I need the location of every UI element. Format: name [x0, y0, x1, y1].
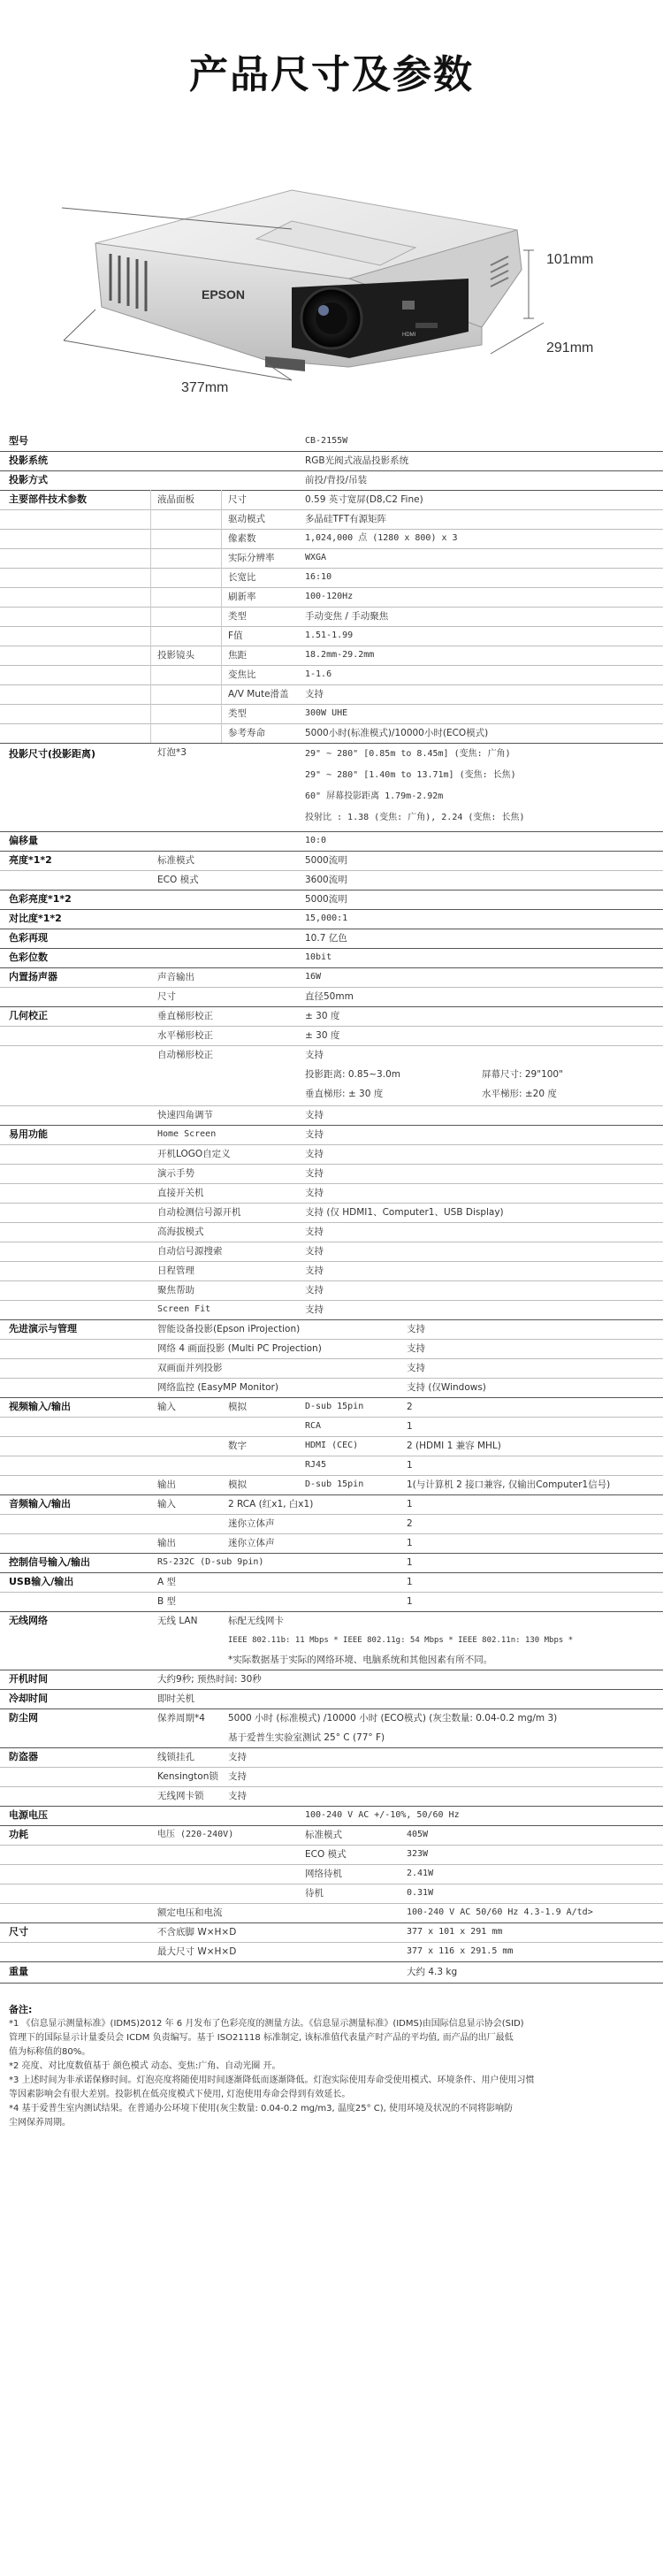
spec-value: 377 x 116 x 291.5 mm [407, 1946, 514, 1956]
spec-row [0, 568, 663, 588]
spec-value: 2.41W [407, 1869, 434, 1878]
spec-key: 像素数 [228, 533, 256, 544]
spec-row [0, 1397, 663, 1418]
spec-row-offset [0, 831, 663, 852]
spec-subcategory: 无线 LAN [157, 1616, 198, 1626]
spec-value: 1.51-1.99 [305, 631, 354, 640]
spec-value: 1(与计算机 2 接口兼容, 仅输出Computer1信号) [407, 1479, 611, 1490]
spec-row [0, 684, 663, 705]
spec-category: USB输入/输出 [9, 1576, 74, 1587]
spec-row-brightness [0, 851, 663, 871]
spec-key: 声音输出 [157, 972, 194, 982]
spec-value: 投射比 : 1.38 (变焦: 广角), 2.24 (变焦: 长焦) [305, 813, 525, 822]
spec-key: 水平梯形校正 [157, 1030, 213, 1041]
spec-value: 1 [407, 1499, 413, 1510]
spec-value: 标配无线网卡 [228, 1616, 284, 1626]
spec-row-weight [0, 1961, 663, 1984]
spec-value: 屏幕尺寸: 29"100" [482, 1069, 563, 1080]
spec-row [0, 1164, 663, 1184]
spec-row-auto-keystone [0, 1045, 663, 1106]
spec-row-projection-system [0, 451, 663, 471]
spec-row [0, 1105, 663, 1126]
spec-row-startup [0, 1670, 663, 1690]
spec-row [0, 704, 663, 724]
spec-value: 水平梯形: ±20 度 [482, 1089, 557, 1099]
spec-key: 不含底脚 W×H×D [157, 1927, 237, 1938]
spec-category: 先进演示与管理 [9, 1323, 77, 1334]
spec-subcategory: 电压 (220-240V) [157, 1830, 234, 1839]
spec-row-power [0, 1806, 663, 1826]
spec-value: 1 [407, 1460, 413, 1471]
spec-value: 支持 [305, 1265, 324, 1276]
spec-row-throw [0, 743, 663, 832]
spec-key: 保养周期*4 [157, 1713, 205, 1724]
spec-row [0, 490, 663, 510]
spec-key: 网络监控 (EasyMP Monitor) [157, 1382, 278, 1393]
spec-value: 29" ~ 280" [0.85m to 8.45m] (变焦: 广角) [305, 749, 511, 759]
spec-key: ECO 模式 [305, 1849, 347, 1860]
spec-key: 长宽比 [228, 572, 256, 583]
spec-subcategory: 模拟 [228, 1479, 247, 1490]
spec-row [0, 1358, 663, 1379]
spec-row [0, 987, 663, 1007]
spec-subcategory: 输入 [157, 1499, 176, 1510]
note-3: *3 上述时间为非承诺保修时间。灯泡亮度将随使用时间逐渐降低而逐渐降低。灯泡实际使用寿命受使用模式、环境条件、用户使用习惯 [9, 2075, 535, 2085]
spec-row [0, 1378, 663, 1398]
spec-row [0, 607, 663, 627]
note-4b: 尘网保养周期。 [9, 2118, 71, 2128]
spec-value: 直径50mm [305, 991, 354, 1002]
spec-category: 投影尺寸(投影距离) [9, 748, 96, 760]
note-1b: 管理下的国际显示计量委员会 ICDM 负责编写。基于 ISO21118 标准制定, 该标准值代表量产时产品的平均值, 而产品的出厂最低 [9, 2033, 514, 2043]
spec-row [0, 665, 663, 685]
spec-category: 偏移量 [9, 835, 38, 846]
spec-key: 垂直梯形校正 [157, 1011, 213, 1021]
spec-key: 直接开关机 [157, 1188, 204, 1198]
spec-value: ± 30 度 [305, 1030, 340, 1041]
spec-category: 视频输入/输出 [9, 1401, 72, 1412]
spec-category: 投影方式 [9, 474, 48, 485]
spec-key: Screen Fit [157, 1304, 211, 1314]
spec-row-projection-mode [0, 470, 663, 491]
spec-category: 几何校正 [9, 1010, 48, 1021]
spec-value: 支持 [228, 1752, 247, 1762]
spec-row [0, 1280, 663, 1301]
spec-row [0, 1884, 663, 1904]
spec-value: 基于爱普生实验室测试 25° C (77° F) [228, 1732, 385, 1743]
spec-category: 冷却时间 [9, 1693, 48, 1704]
spec-subcategory: 模拟 [228, 1402, 247, 1412]
spec-value: 16W [305, 972, 322, 982]
spec-value: 100-120Hz [305, 592, 354, 601]
spec-row [0, 1494, 663, 1515]
spec-category: 电源电压 [9, 1809, 48, 1821]
spec-value: 支持 [305, 1149, 324, 1159]
spec-category: 重量 [9, 1966, 28, 1977]
spec-key: 类型 [228, 708, 247, 719]
spec-key: 最大尺寸 W×H×D [157, 1946, 237, 1957]
spec-row-wireless [0, 1611, 663, 1670]
spec-key: 额定电压和电流 [157, 1907, 223, 1918]
spec-value: RGB光阀式液晶投影系统 [305, 455, 409, 466]
spec-category: 尺寸 [9, 1926, 28, 1938]
spec-key: 迷你立体声 [228, 1538, 275, 1548]
note-2: *2 亮度、对比度数值基于 颜色模式 动态、变焦:广角、自动光圈 开。 [9, 2061, 281, 2071]
page-title: 产品尺寸及参数 [189, 52, 474, 97]
spec-value: 支持 [305, 1304, 324, 1315]
spec-value: 大约 4.3 kg [407, 1967, 458, 1977]
spec-value: ± 30 度 [305, 1011, 340, 1021]
spec-row-control [0, 1553, 663, 1573]
spec-value: 100-240 V AC 50/60 Hz 4.3-1.9 A/td> [407, 1907, 593, 1917]
spec-value: 5000小时(标准模式)/10000小时(ECO模式) [305, 728, 489, 738]
spec-value: 支持 [305, 689, 324, 699]
spec-value: 300W UHE [305, 708, 348, 718]
spec-key: RCA [305, 1421, 322, 1431]
spec-value: 支持 (仅Windows) [407, 1382, 486, 1393]
spec-category: 对比度*1*2 [9, 913, 62, 924]
spec-row [0, 1514, 663, 1534]
spec-row-geometry [0, 1006, 663, 1027]
spec-category: 音频输入/输出 [9, 1498, 72, 1510]
spec-value: 1-1.6 [305, 669, 332, 679]
spec-value: 10:0 [305, 836, 327, 845]
spec-key: 智能设备投影(Epson iProjection) [157, 1324, 301, 1334]
spec-row [0, 1300, 663, 1320]
spec-key: 驱动模式 [228, 514, 265, 524]
width-label: 377mm [181, 380, 229, 395]
spec-row [0, 1026, 663, 1046]
product-hero [0, 155, 663, 420]
spec-value: 377 x 101 x 291 mm [407, 1927, 503, 1937]
spec-row [0, 1339, 663, 1359]
spec-value: 垂直梯形: ± 30 度 [305, 1089, 384, 1099]
spec-value: 2 [407, 1518, 413, 1529]
spec-row [0, 1436, 663, 1456]
spec-value: 60" 屏幕投影距离 1.79m-2.92m [305, 791, 444, 801]
spec-row [0, 646, 663, 666]
spec-value: IEEE 802.11b: 11 Mbps * IEEE 802.11g: 54 Mbps * IEEE 802.11n: 130 Mbps * [228, 1636, 574, 1645]
spec-key: D-sub 15pin [305, 1402, 364, 1411]
spec-row [0, 1417, 663, 1437]
spec-category: 防尘网 [9, 1712, 38, 1724]
spec-key: Kensington锁 [157, 1771, 218, 1782]
spec-category: 易用功能 [9, 1128, 48, 1140]
spec-value: 支持 [305, 1188, 324, 1198]
spec-category: 无线网络 [9, 1615, 48, 1626]
hdmi-logo: HDMI [402, 333, 416, 338]
spec-subcategory: 灯泡*3 [157, 747, 187, 758]
depth-dim-line [491, 323, 544, 354]
brand-logo: EPSON [202, 287, 246, 302]
spec-key: RJ45 [305, 1460, 327, 1470]
spec-value: 5000 小时 (标准模式) /10000 小时 (ECO模式) (灰尘数量: 0.04-0.2 mg/m 3) [228, 1713, 558, 1724]
spec-row [0, 1222, 663, 1242]
spec-value: 1,024,000 点 (1280 x 800) x 3 [305, 533, 458, 543]
spec-key: 日程管理 [157, 1265, 194, 1276]
spec-value: 支持 [228, 1771, 247, 1782]
spec-value: *实际数据基于实际的网络环境、电脑系统和其他因素有所不同。 [228, 1655, 493, 1665]
spec-row [0, 870, 663, 891]
spec-key: 焦距 [228, 650, 247, 661]
spec-category: 色彩再现 [9, 932, 48, 944]
spec-value: 1 [407, 1538, 413, 1548]
spec-row [0, 548, 663, 569]
spec-value: 3600流明 [305, 875, 347, 885]
spec-row [0, 1125, 663, 1145]
spec-value: 支持 [305, 1227, 324, 1237]
spec-row [0, 1922, 663, 1943]
spec-value: 2 [407, 1402, 413, 1412]
spec-key: 迷你立体声 [228, 1518, 275, 1529]
spec-category: 主要部件技术参数 [9, 493, 87, 505]
spec-row [0, 1747, 663, 1768]
spec-key: 高海拔模式 [157, 1227, 204, 1237]
spec-row [0, 1825, 663, 1846]
spec-value: 1 [407, 1421, 413, 1432]
spec-value: 投影距离: 0.85~3.0m [305, 1069, 400, 1080]
spec-subcategory: 投影镜头 [157, 650, 194, 661]
spec-value: 18.2mm-29.2mm [305, 650, 375, 660]
spec-row [0, 529, 663, 549]
spec-row-color-repro [0, 929, 663, 949]
spec-row [0, 509, 663, 530]
spec-value: CB-2155W [305, 436, 348, 446]
spec-key: 开机LOGO自定义 [157, 1149, 231, 1159]
spec-key: 尺寸 [228, 494, 247, 505]
spec-row [0, 1845, 663, 1865]
spec-value: 支持 [407, 1343, 425, 1354]
spec-subcategory: 输出 [157, 1479, 176, 1490]
spec-category: 控制信号输入/输出 [9, 1556, 91, 1568]
spec-category: 内置扬声器 [9, 971, 57, 982]
spec-value: WXGA [305, 553, 327, 562]
spec-key: 网络待机 [305, 1869, 342, 1879]
spec-value: 2 (HDMI 1 兼容 MHL) [407, 1441, 501, 1451]
spec-key: 刷新率 [228, 592, 256, 602]
spec-value: 10.7 亿色 [305, 933, 347, 944]
spec-value: 323W [407, 1849, 429, 1859]
spec-value: 100-240 V AC +/-10%, 50/60 Hz [305, 1810, 460, 1820]
spec-row [0, 1767, 663, 1787]
spec-value: 0.31W [407, 1888, 434, 1898]
spec-key: 网络 4 画面投影 (Multi PC Projection) [157, 1343, 322, 1354]
spec-value: 多晶硅TFT有源矩阵 [305, 514, 387, 524]
spec-row-model [0, 432, 663, 452]
spec-value: 5000流明 [305, 855, 347, 866]
spec-value: 支持 [305, 1129, 324, 1140]
spec-key: ECO 模式 [157, 875, 199, 885]
spec-key: 实际分辨率 [228, 553, 275, 563]
spec-row-dust [0, 1708, 663, 1748]
spec-row [0, 1903, 663, 1923]
spec-value: 支持 [228, 1791, 247, 1801]
spec-value: 支持 [407, 1324, 425, 1334]
projector-illustration [0, 155, 663, 420]
spec-key: 2 RCA (红x1, 白x1) [228, 1499, 314, 1510]
spec-category: 开机时间 [9, 1673, 48, 1685]
spec-value: 支持 [305, 1050, 324, 1060]
spec-row-color-brightness [0, 890, 663, 910]
spec-category: 防盗器 [9, 1751, 38, 1762]
spec-key: 类型 [228, 611, 247, 622]
spec-subcategory: 输入 [157, 1402, 176, 1412]
height-label: 101mm [546, 252, 594, 267]
spec-key: 变焦比 [228, 669, 256, 680]
spec-value: 即时关机 [157, 1693, 194, 1704]
spec-row [0, 1572, 663, 1593]
spec-key: 自动检测信号源开机 [157, 1207, 241, 1218]
spec-value: 支持 [305, 1110, 324, 1120]
spec-row [0, 1456, 663, 1476]
spec-value: 5000流明 [305, 894, 347, 905]
footnotes [9, 2003, 654, 2130]
spec-row [0, 1242, 663, 1262]
spec-key: F值 [228, 631, 243, 641]
spec-key: A/V Mute滑盖 [228, 689, 289, 699]
spec-subcategory: 液晶面板 [157, 494, 194, 505]
note-3b: 等因素影响会有很大差别。投影机在低亮度模式下使用, 灯泡使用寿命会得到有效延长。 [9, 2090, 351, 2099]
spec-key: 尺寸 [157, 991, 176, 1002]
spec-row [0, 1864, 663, 1884]
spec-row [0, 1592, 663, 1612]
spec-row [0, 1786, 663, 1807]
note-1: *1 《信息显示测量标准》(IDMS)2012 年 6 月发布了色彩亮度的测量方法。《信息显示测量标准》(IDMS)由国际信息显示协会(SID) [9, 2019, 524, 2029]
spec-key: 无线网卡锁 [157, 1791, 204, 1801]
spec-category: 色彩亮度*1*2 [9, 893, 72, 905]
spec-key: 待机 [305, 1888, 324, 1899]
spec-row [0, 1261, 663, 1281]
spec-value: 支持 [305, 1168, 324, 1179]
spec-row [0, 1942, 663, 1962]
spec-category: 投影系统 [9, 455, 48, 466]
spec-value: 支持 [305, 1285, 324, 1296]
spec-key: B 型 [157, 1596, 177, 1607]
note-4: *4 基于爱普生室内测试结果。在普通办公环境下使用(灰尘数量: 0.04-0.2 mg/m3, 温度25° C), 使用环境及状况的不同将影响防 [9, 2104, 514, 2114]
spec-key: D-sub 15pin [305, 1479, 364, 1489]
spec-value: 29" ~ 280" [1.40m to 13.71m] (变焦: 长焦) [305, 770, 516, 780]
spec-value: 405W [407, 1830, 429, 1839]
spec-key: 双画面并列投影 [157, 1363, 223, 1373]
spec-key: 标准模式 [157, 855, 194, 866]
spec-row-speaker [0, 967, 663, 988]
spec-key: 快速四角调节 [157, 1110, 213, 1120]
spec-row [0, 626, 663, 646]
spec-key: A 型 [157, 1577, 177, 1587]
spec-key: 标准模式 [305, 1830, 342, 1840]
spec-row-color-depth [0, 948, 663, 968]
spec-row [0, 1203, 663, 1223]
spec-category: 型号 [9, 435, 28, 447]
spec-row [0, 1475, 663, 1495]
spec-subcategory: 输出 [157, 1538, 176, 1548]
spec-value: 16:10 [305, 572, 332, 582]
spec-subcategory: 数字 [228, 1441, 247, 1451]
spec-row [0, 1144, 663, 1165]
spec-key: 线锁挂孔 [157, 1752, 194, 1762]
spec-category: 亮度*1*2 [9, 854, 52, 866]
spec-key: 演示手势 [157, 1168, 194, 1179]
spec-value: 支持 [407, 1363, 425, 1373]
spec-value: 支持 (仅 HDMI1、Computer1、USB Display) [305, 1207, 504, 1218]
spec-row-contrast [0, 909, 663, 929]
spec-row [0, 587, 663, 608]
depth-label: 291mm [546, 340, 594, 355]
spec-key: 自动梯形校正 [157, 1050, 213, 1060]
spec-value: 手动变焦 / 手动聚焦 [305, 611, 389, 622]
spec-value: 1 [407, 1557, 413, 1568]
spec-value: 0.59 英寸宽屏(D8,C2 Fine) [305, 494, 423, 505]
spec-value: 1 [407, 1577, 413, 1587]
spec-key: 参考寿命 [228, 728, 265, 738]
spec-key: 自动信号源搜索 [157, 1246, 223, 1257]
spec-value: 1 [407, 1596, 413, 1607]
spec-value: 10bit [305, 952, 332, 962]
spec-value: 15,000:1 [305, 913, 348, 923]
notes-title: 备注: [9, 2004, 33, 2015]
spec-category: 功耗 [9, 1829, 28, 1840]
spec-row [0, 723, 663, 744]
spec-value: 前投/背投/吊装 [305, 475, 368, 485]
spec-value: 支持 [305, 1246, 324, 1257]
spec-key: RS-232C (D-sub 9pin) [157, 1557, 264, 1567]
spec-row [0, 1183, 663, 1204]
spec-category: 色彩位数 [9, 952, 48, 963]
spec-row [0, 1319, 663, 1340]
spec-row [0, 1533, 663, 1554]
spec-value: 大约9秒; 预热时间: 30秒 [157, 1674, 262, 1685]
note-1c: 值为标称值的80%。 [9, 2047, 91, 2057]
spec-row-cooldown [0, 1689, 663, 1709]
spec-key: Home Screen [157, 1129, 217, 1139]
spec-key: 聚焦帮助 [157, 1285, 194, 1296]
spec-key: HDMI (CEC) [305, 1441, 359, 1450]
